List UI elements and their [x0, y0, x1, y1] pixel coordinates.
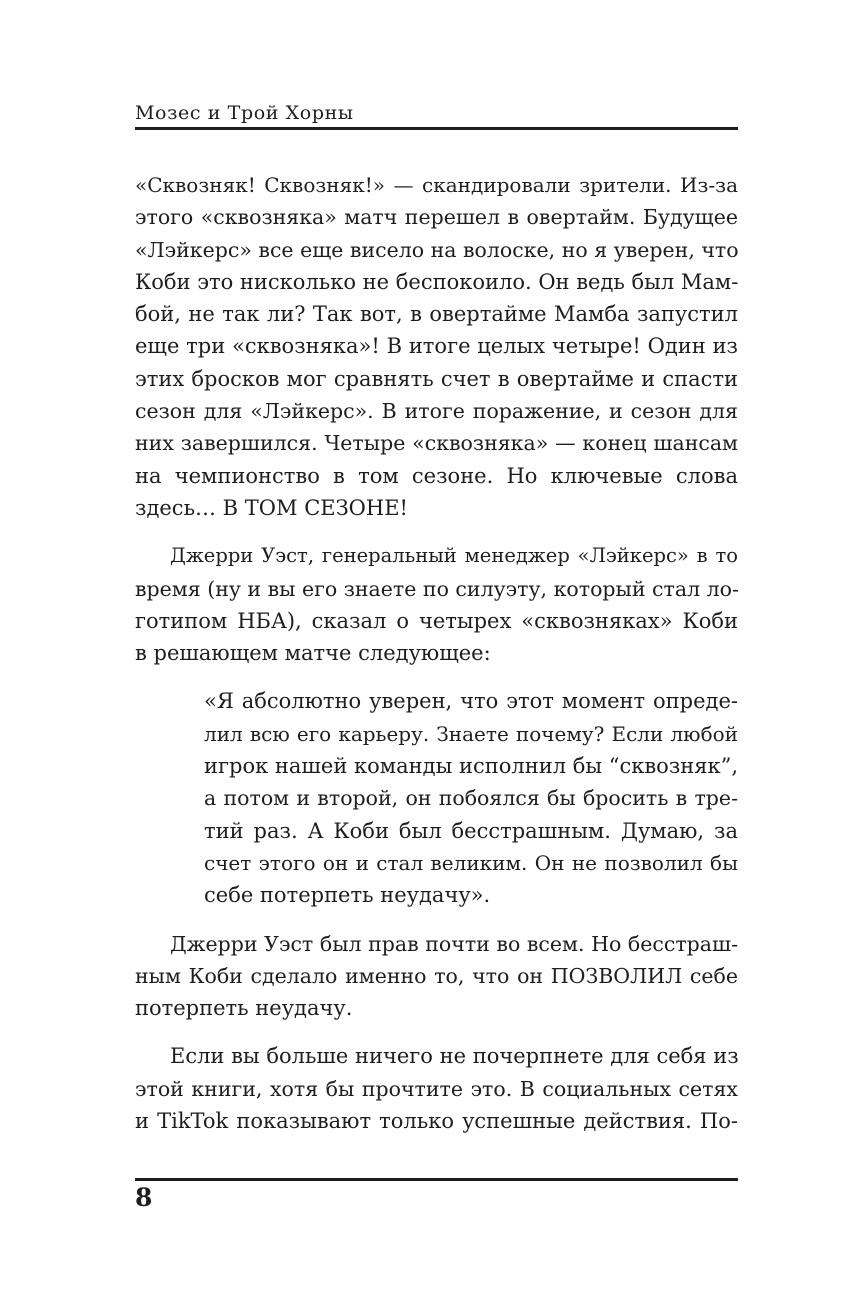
quote-line: лил всю его карьеру. Знаете почему? Если любой — [204, 721, 738, 746]
text-line: ным Коби сделало именно то, что он ПОЗВОЛИЛ себе — [135, 963, 738, 988]
paragraph-gap — [135, 524, 738, 540]
text-line: еще три «сквозняка»! В итоге целых четыре! Один из — [135, 334, 738, 359]
text-line: здесь… В ТОМ СЕЗОНЕ! — [135, 495, 408, 520]
running-header: Мозес и Трой Хорны — [135, 102, 354, 124]
text-line: Джерри Уэст, генеральный менеджер «Лэйкерс» в то — [170, 544, 738, 568]
text-line: на чемпионство в том сезоне. Но ключевые слова — [135, 463, 738, 488]
paragraph-5 — [135, 1040, 738, 1137]
footer-rule — [135, 1178, 738, 1181]
text-line: этого «сквозняка» матч перешел в овертайм. Будущее — [135, 205, 738, 230]
text-line: в решающем матче следующее: — [135, 641, 491, 666]
paragraph-gap — [135, 912, 738, 928]
text-line: потерпеть неудачу. — [135, 996, 353, 1021]
text-line: готипом НБА), сказал о четырех «сквозняках» Коби — [135, 608, 738, 633]
text-line: Джерри Уэст был прав почти во всем. Но бесстраш- — [170, 931, 738, 956]
text-line: этой книги, хотя бы прочтите это. В социальных сетях — [135, 1076, 738, 1101]
quote-line: себе потерпеть неудачу». — [204, 883, 491, 908]
quote-line: а потом и второй, он побоялся бы бросить в тре- — [204, 786, 738, 811]
text-line: «Лэйкерс» все еще висело на волоске, но я уверен, что — [135, 237, 739, 262]
body-text — [135, 169, 738, 1137]
paragraph-2 — [135, 540, 738, 669]
text-line: этих бросков мог сравнять счет в овертайме и спасти — [135, 366, 738, 391]
text-line: них завершился. Четыре «сквозняка» — конец шансам — [135, 431, 738, 456]
block-quote — [135, 685, 738, 911]
quote-line: «Я абсолютно уверен, что этот момент опреде- — [204, 689, 738, 714]
quote-line: счет этого он и стал великим. Он не позволил бы — [204, 850, 738, 875]
paragraph-4 — [135, 928, 738, 1025]
text-line: сезон для «Лэйкерс». В итоге поражение, и сезон для — [135, 399, 738, 424]
paragraph-1 — [135, 169, 738, 524]
paragraph-gap — [135, 1024, 738, 1040]
quote-line: тий раз. А Коби был бесстрашным. Думаю, за — [204, 818, 738, 843]
text-line: время (ну и вы его знаете по силуэту, который стал ло- — [135, 576, 739, 601]
quote-line: игрок нашей команды исполнил бы “сквозняк”, — [204, 754, 739, 779]
page-number: 8 — [135, 1183, 153, 1212]
text-line: Коби это нисколько не беспокоило. Он ведь был Мам- — [135, 269, 739, 294]
header-rule — [135, 127, 738, 130]
paragraph-gap — [135, 669, 738, 685]
text-line: и TikTok показывают только успешные действия. По- — [135, 1109, 738, 1134]
text-line: «Сквозняк! Сквозняк!» — скандировали зрители. Из-за — [135, 173, 738, 197]
text-line: бой, не так ли? Так вот, в овертайме Мамба запустил — [135, 302, 738, 327]
text-line: Если вы больше ничего не почерпнете для себя из — [170, 1044, 739, 1069]
